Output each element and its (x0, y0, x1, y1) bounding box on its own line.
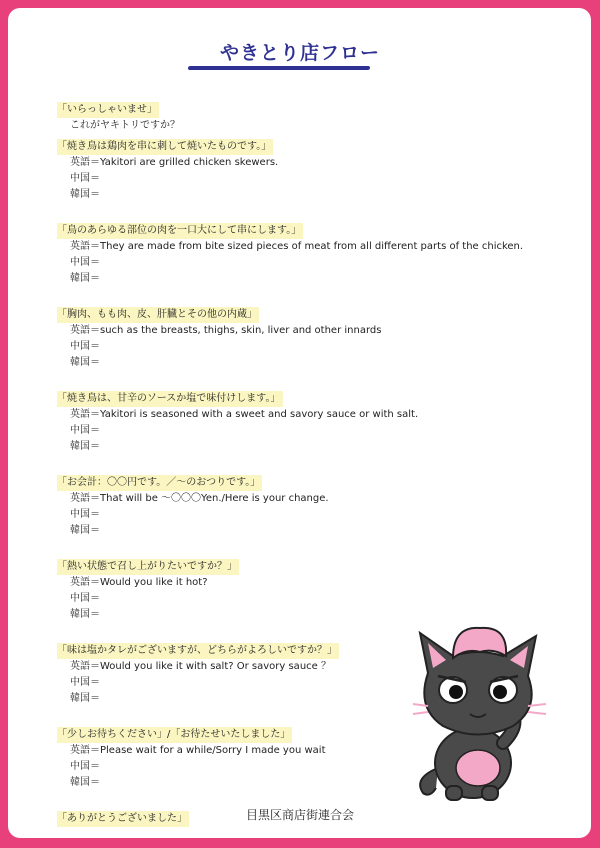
translation-line: 中国＝ (70, 509, 100, 520)
translation-line: 韓国＝ (70, 609, 100, 620)
japanese-phrase: 「味は塩かタレがございますが、どちらがよろしいですか？」 (57, 643, 339, 659)
japanese-phrase: 「ありがとうございました」 (57, 811, 189, 827)
japanese-phrase: 「焼き鳥は鶏肉を串に刺して焼いたものです。」 (57, 139, 273, 155)
japanese-phrase: 「熱い状態で召し上がりたいですか？」 (57, 559, 239, 575)
japanese-phrase: 「いらっしゃいませ」 (57, 102, 159, 118)
translation-line: 英語＝Yakitori are grilled chicken skewers. (70, 157, 279, 168)
translation-line: 韓国＝ (70, 441, 100, 452)
page-title: やきとり店フロー (219, 42, 380, 64)
translation-line: 中国＝ (70, 593, 100, 604)
title-underline (188, 66, 371, 70)
translation-line: 中国＝ (70, 257, 100, 268)
translation-line: 英語＝They are made from bite sized pieces of meat from all different parts of the chicken. (70, 241, 524, 252)
translation-line: 中国＝ (70, 761, 100, 772)
translation-line: 英語＝Please wait for a while/Sorry I made you wait (70, 745, 326, 756)
translation-line: 中国＝ (70, 173, 100, 184)
translation-line: 中国＝ (70, 425, 100, 436)
phrase-block (57, 470, 537, 539)
phrase-block (57, 302, 537, 371)
translation-line: 中国＝ (70, 677, 100, 688)
translation-line: 韓国＝ (70, 525, 100, 536)
japanese-phrase: 「少しお待ちください」/「お待たせいたしました」 (57, 727, 292, 743)
japanese-phrase: 「お会計：〇〇円です。／～のおつりです。」 (57, 475, 262, 491)
phrase-block (57, 218, 537, 287)
translation-line: 英語＝Yakitori is seasoned with a sweet and savory sauce or with salt. (70, 409, 419, 420)
translation-line: 中国＝ (70, 341, 100, 352)
japanese-phrase: 「鳥のあらゆる部位の肉を一口大にして串にします。」 (57, 223, 303, 239)
phrase-block (57, 134, 537, 203)
japanese-phrase: 「焼き鳥は、甘辛のソースか塩で味付けします。」 (57, 391, 283, 407)
translation-line: 英語＝Would you like it with salt? Or savory sauce ？ (70, 661, 331, 672)
phrase-block (57, 386, 537, 455)
translation-line: 英語＝such as the breasts, thighs, skin, liver and other innards (70, 325, 382, 336)
translation-line: 英語＝That will be ～〇〇〇Yen./Here is your change. (70, 493, 329, 504)
phrase-block (57, 97, 537, 134)
phrase-block (57, 554, 537, 623)
translation-line: 韓国＝ (70, 357, 100, 368)
japanese-phrase: 「胸肉、もも肉、皮、肝臓とその他の内蔵」 (57, 307, 259, 323)
translation-line: 韓国＝ (70, 777, 100, 788)
cat-mascot-icon (408, 618, 558, 803)
translation-line: これがヤキトリですか？ (70, 120, 180, 131)
translation-line: 韓国＝ (70, 273, 100, 284)
translation-line: 英語＝Would you like it hot? (70, 577, 208, 588)
footer-organization: 目黒区商店街連合会 (245, 808, 354, 822)
translation-line: 韓国＝ (70, 189, 100, 200)
translation-line: 韓国＝ (70, 693, 100, 704)
